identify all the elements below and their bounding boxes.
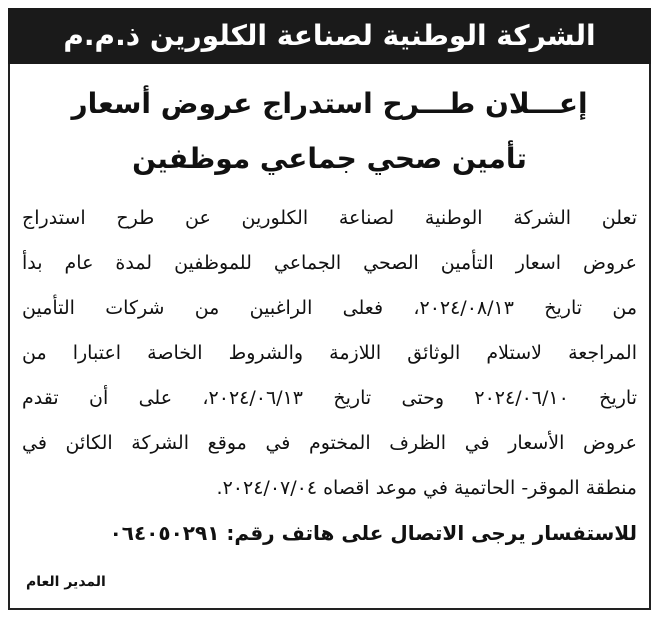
announcement-body	[22, 196, 637, 511]
body-line: من تاريخ ٢٠٢٤/٠٨/١٣، فعلى الراغبين من شركات التأمين	[22, 297, 637, 319]
body-line: عروض الأسعار في الظرف المختوم في موقع الشركة الكائن في	[22, 432, 637, 454]
announcement-content	[22, 80, 637, 555]
announcement-title: إعـــلان طـــرح استدراج عروض أسعار	[71, 87, 588, 120]
body-line: منطقة الموقر- الحاتمية في موعد اقصاه ٢٠٢٤/٠٧/٠٤.	[216, 477, 637, 499]
contact-line: للاستفسار يرجى الاتصال على هاتف رقم: ٠٦٤٠٥٠٢٩١	[109, 521, 637, 545]
body-line: المراجعة لاستلام الوثائق اللازمة والشروط الخاصة اعتبارا من	[22, 342, 637, 364]
company-header	[8, 8, 651, 64]
announcement-subtitle: تأمين صحي جماعي موظفين	[132, 142, 527, 175]
body-line: عروض اسعار التأمين الصحي الجماعي للموظفين لمدة عام بدأ	[22, 252, 637, 274]
signature: المدير العام	[26, 574, 106, 590]
body-line: تاريخ ٢٠٢٤/٠٦/١٠ وحتى تاريخ ٢٠٢٤/٠٦/١٣، على أن تقدم	[22, 387, 637, 409]
body-line: تعلن الشركة الوطنية لصناعة الكلورين عن طرح استدراج	[22, 207, 637, 229]
company-name: الشركة الوطنية لصناعة الكلورين ذ.م.م	[63, 19, 596, 52]
